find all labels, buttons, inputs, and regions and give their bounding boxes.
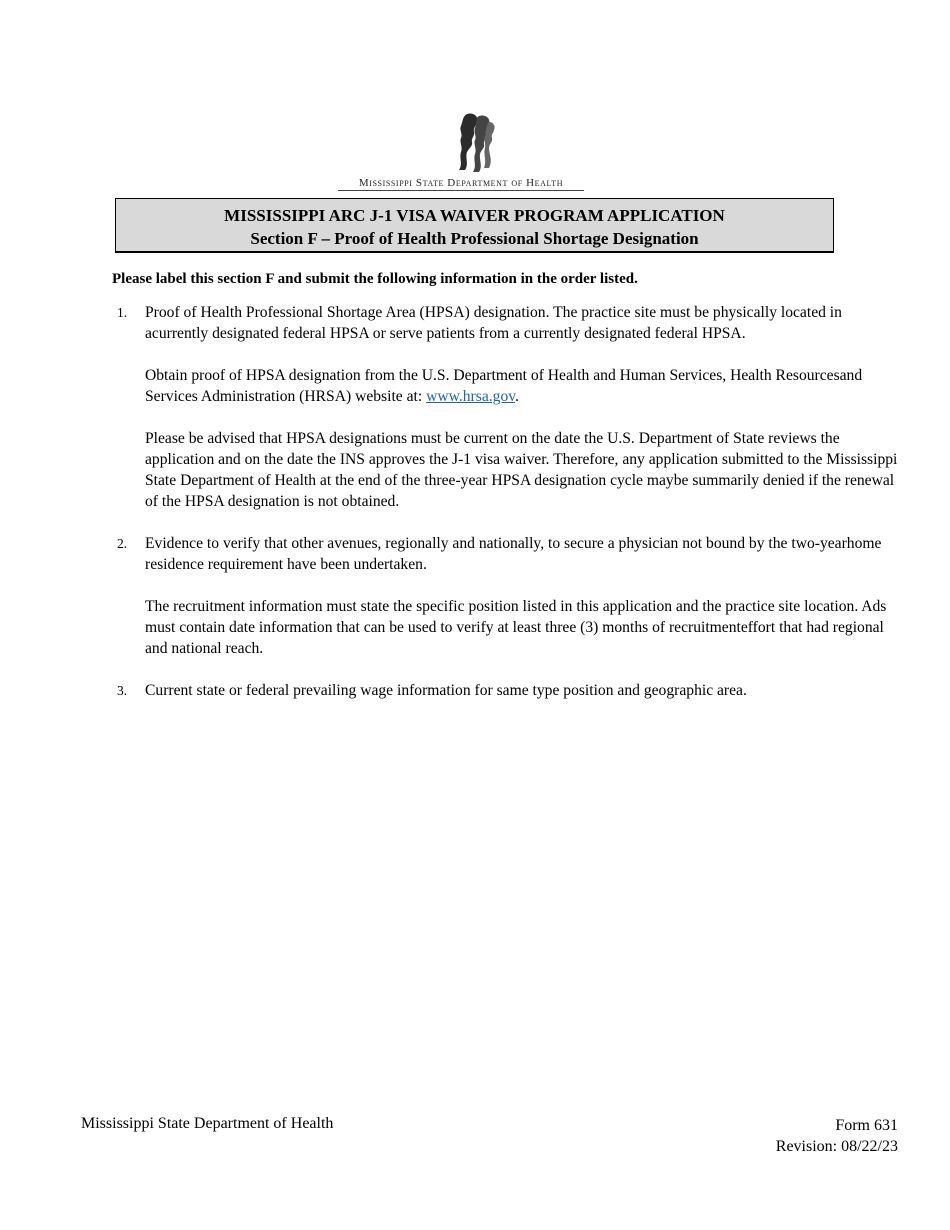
item-paragraph: Obtain proof of HPSA designation from the U.S. Department of Health and Human Services, Health Resourcesand Services Administration (HRSA) website at: www.hrsa.gov. [145, 367, 863, 405]
instruction-text: Please label this section F and submit the following information in the order listed. [112, 271, 638, 287]
item-number: 1. [117, 305, 128, 320]
hrsa-link[interactable]: www.hrsa.gov [426, 388, 516, 405]
section-title: Section F – Proof of Health Professional Shortage Designation [250, 229, 699, 248]
footer-agency: Mississippi State Department of Health [81, 1115, 334, 1132]
msdh-profiles-logo-icon [453, 112, 497, 176]
footer-form-info [776, 1115, 898, 1157]
item-number: 3. [117, 683, 128, 698]
list-item [112, 680, 902, 701]
list-item [112, 302, 902, 512]
form-title: MISSISSIPPI ARC J-1 VISA WAIVER PROGRAM APPLICATION [224, 206, 725, 225]
item-paragraph: Proof of Health Professional Shortage Area (HPSA) designation. The practice site must be physically located in acurrently designated federal HPSA or serve patients from a currently designated federal HPSA. [145, 304, 842, 342]
item-paragraph: Please be advised that HPSA designations must be current on the date the U.S. Department of State reviews the application and on the date the INS approves the J-1 visa waiver. Therefore, any application submitted to the Mississippi State Department of Health at the end of the three-year HPSA designation cycle maybe summarily denied if the renewal of the HPSA designation is not obtained. [145, 430, 898, 510]
agency-logo [0, 112, 950, 176]
form-title-box [115, 198, 834, 253]
requirements-list [112, 302, 902, 722]
revision-date: Revision: 08/22/23 [775, 1138, 898, 1155]
item-paragraph: The recruitment information must state the specific position listed in this application and the practice site location. Ads must contain date information that can be used to verify at least three (3) months of recruitmenteffort that had regional and national reach. [145, 598, 887, 657]
item-paragraph: Current state or federal prevailing wage information for same type position and geographic area. [145, 682, 747, 699]
item-paragraph: Evidence to verify that other avenues, regionally and nationally, to secure a physician not bound by the two-yearhome residence requirement have been undertaken. [145, 535, 882, 573]
form-number: Form 631 [835, 1117, 898, 1134]
agency-name: Mississippi State Department of Health [338, 177, 584, 191]
item-number: 2. [117, 536, 128, 551]
list-item [112, 533, 902, 659]
